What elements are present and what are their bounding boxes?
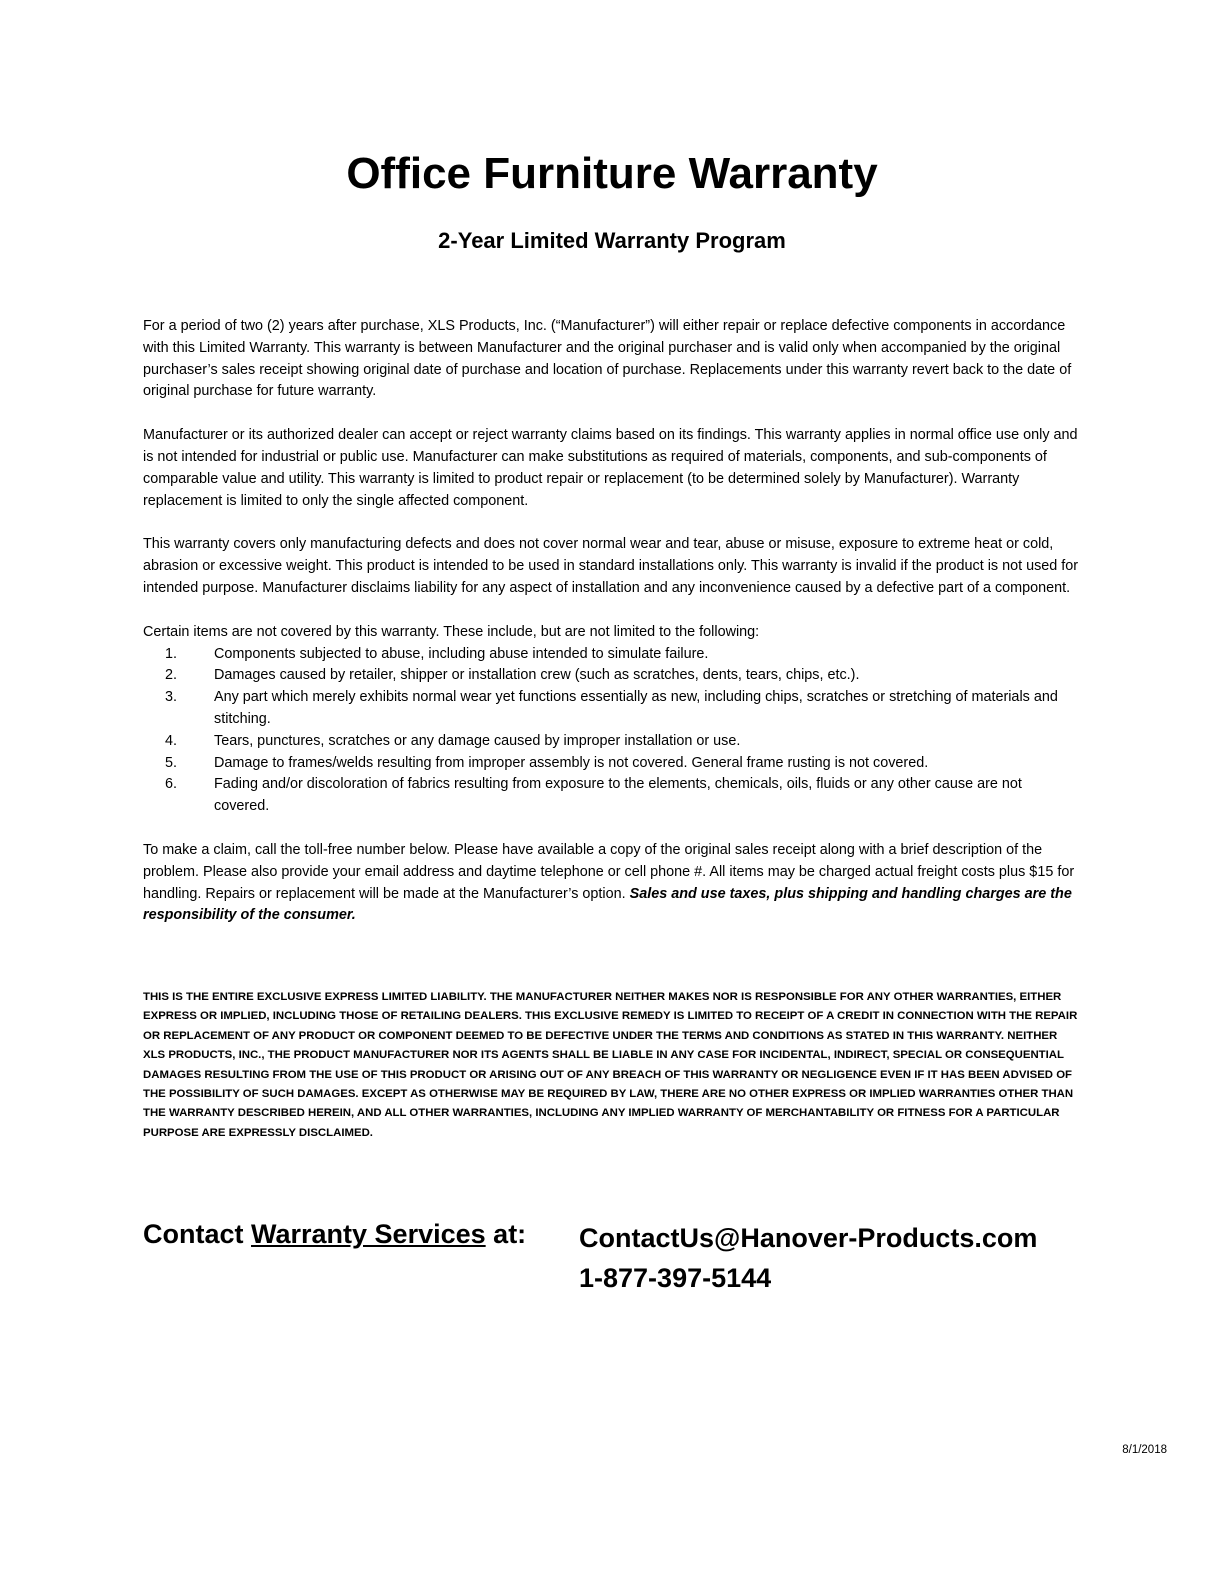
list-item [143,687,1081,731]
legal-disclaimer: THIS IS THE ENTIRE EXCLUSIVE EXPRESS LIMITED LIABILITY. THE MANUFACTURER NEITHER MAKES NOR IS RESPONSIBLE FOR ANY OTHER WARRANTIES, EITHER EXPRESS OR IMPLIED, INCLUDING THOSE OF RETAILING DEALERS. THIS EXCLUSIVE REMEDY IS LIMITED TO RECEIPT OF A CREDIT IN CONNECTION WITH THE REPAIR OR REPLACEMENT OF ANY PRODUCT OR COMPONENT DEEMED TO BE DEFECTIVE UNDER THE TERMS AND CONDITIONS AS STATED IN THIS WARRANTY. NEITHER XLS PRODUCTS, INC., THE PRODUCT MANUFACTURER NOR ITS AGENTS SHALL BE LIABLE IN ANY CASE FOR INCIDENTAL, INDIRECT, SPECIAL OR CONSEQUENTIAL DAMAGES RESULTING FROM THE USE OF THIS PRODUCT OR ARISING OUT OF ANY BREACH OF THIS WARRANTY OR NEGLIGENCE EVEN IF IT HAS BEEN ADVISED OF THE POSSIBILITY OF SUCH DAMAGES. EXCEPT AS OTHERWISE MAY BE REQUIRED BY LAW, THERE ARE NO OTHER EXPRESS OR IMPLIED WARRANTIES OTHER THAN THE WARRANTY DESCRIBED HEREIN, AND ALL OTHER WARRANTIES, INCLUDING ANY IMPLIED WARRANTY OF MERCHANTABILITY OR FITNESS FOR A PARTICULAR PURPOSE ARE EXPRESSLY DISCLAIMED. [143,991,1078,1139]
claim-instructions-paragraph [143,840,1081,927]
contact-email[interactable]: ContactUs@Hanover-Products.com [579,1223,1038,1253]
exclusions-list [143,644,1081,818]
list-item [143,665,1081,687]
list-item-number: 1. [164,645,177,662]
list-item [143,753,1081,775]
list-item-text: Fading and/or discoloration of fabrics resulting from exposure to the elements, chemicals, oils, fluids or any other cause are not covered. [214,776,1022,815]
page-title: Office Furniture Warranty [346,149,878,198]
contact-details [579,1218,1037,1298]
list-item-number: 5. [164,754,177,771]
coverage-paragraph: For a period of two (2) years after purchase, XLS Products, Inc. (“Manufacturer”) will either repair or replace defective components in accordance with this Limited Warranty. This warranty is between Manufacturer and the original purchaser and is valid only when accompanied by the original purchaser’s sales receipt showing original date of purchase and location of purchase. Replacements under this warranty revert back to the date of original purchase for future warranty. [143,318,1072,400]
coverage-limits-paragraph: This warranty covers only manufacturing defects and does not cover normal wear and tear, abuse or misuse, exposure to extreme heat or cold, abrasion or excessive weight. This product is intended to be used in standard installations only. This warranty is invalid if the product is not used for intended purpose. Manufacturer disclaims liability for any aspect of installation and any inconvenience caused by a defective part of a component. [143,536,1079,596]
list-item-text: Tears, punctures, scratches or any damage caused by improper installation or use. [214,732,741,749]
list-item-text: Any part which merely exhibits normal wear yet functions essentially as new, including chips, scratches or stretching of materials and stitching. [214,689,1058,727]
warranty-services-link[interactable]: Warranty Services [251,1219,486,1249]
list-item-number: 2. [164,667,177,684]
contact-suffix: at: [493,1219,527,1249]
contact-section [143,1218,1081,1308]
contact-phone[interactable]: 1-877-397-5144 [579,1263,772,1293]
list-item [143,644,1081,666]
list-item [143,774,1081,818]
claim-instructions-text: To make a claim, call the toll-free number below. Please have available a copy of the original sales receipt along with a brief description of the problem. Please also provide your email address and daytime telephone or cell phone #. All items may be charged actual freight costs plus $15 for handling. Repairs or replacement will be made at the Manufacturer’s option. [143,841,1075,902]
page-subtitle: 2-Year Limited Warranty Program [438,228,786,253]
list-item-number: 3. [164,689,177,706]
list-item-number: 6. [164,776,177,793]
warranty-body [143,316,1081,949]
contact-prefix: Contact [143,1219,244,1249]
list-item-number: 4. [164,732,177,749]
list-item [143,731,1081,753]
list-item-text: Damages caused by retailer, shipper or installation crew (such as scratches, dents, tears, chips, etc.). [214,667,860,684]
exclusions-intro: Certain items are not covered by this warranty. These include, but are not limited to the following: [143,623,760,640]
list-item-text: Components subjected to abuse, including abuse intended to simulate failure. [214,645,709,662]
list-item-text: Damage to frames/welds resulting from improper assembly is not covered. General frame rusting is not covered. [214,754,929,771]
claims-policy-paragraph: Manufacturer or its authorized dealer can accept or reject warranty claims based on its findings. This warranty applies in normal office use only and is not intended for industrial or public use. Manufacturer can make substitutions as required of materials, components, and sub-components of comparable value and utility. This warranty is limited to product repair or replacement (to be determined solely by Manufacturer). Warranty replacement is limited to only the single affected component. [143,427,1078,509]
contact-label [143,1218,526,1250]
claim-emphasis-text: Sales and use taxes, plus shipping and handling charges are the responsibility of the consumer. [143,885,1072,924]
document-date: 8/1/2018 [1122,1444,1167,1456]
